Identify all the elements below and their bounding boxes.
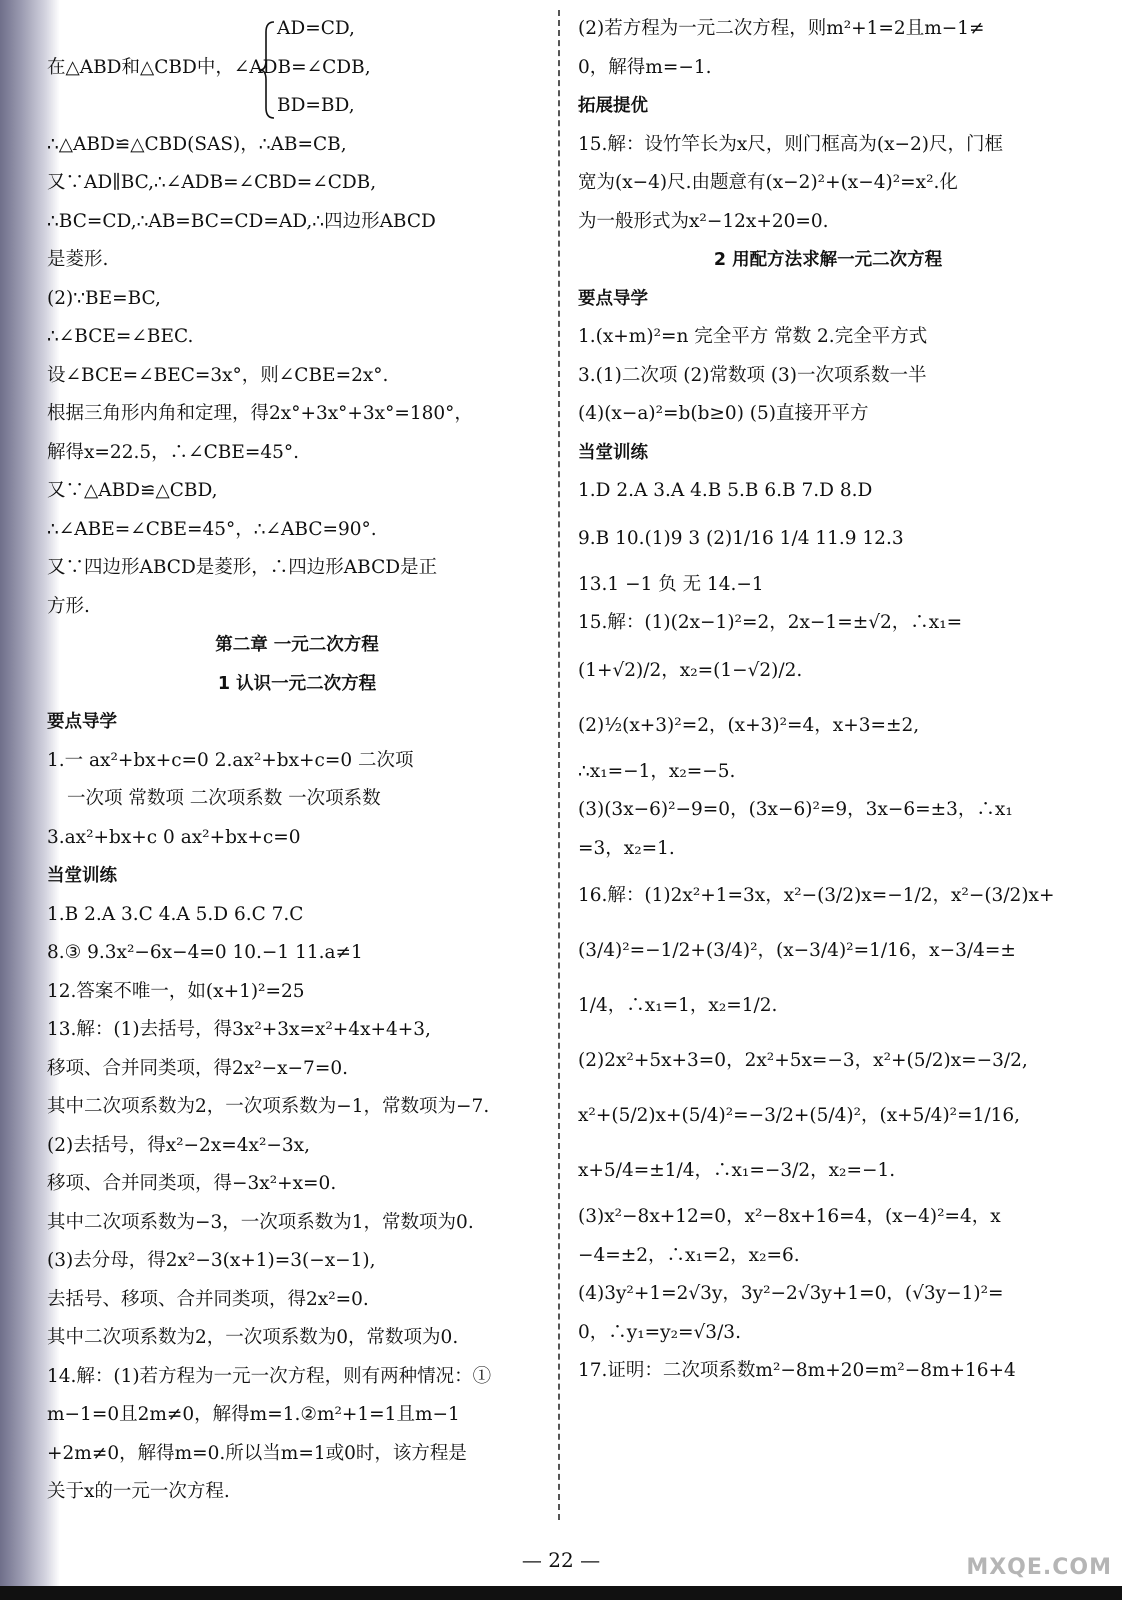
text-line: (3)(3x−6)²−9=0，(3x−6)²=9，3x−6=±3，∴x₁ (578, 799, 1013, 820)
section-heading: 当堂训练 (578, 442, 648, 463)
text-line: x+5/4=±1/4，∴x₁=−3/2，x₂=−1. (578, 1160, 896, 1181)
text-line: ∴x₁=−1，x₂=−5. (578, 760, 736, 782)
section-heading: 当堂训练 (47, 866, 117, 886)
text-line: m−1=0且2m≠0，解得m=1.②m²+1=1且m−1 (47, 1404, 460, 1425)
text-line: ∴BC=CD,∴AB=BC=CD=AD,∴四边形ABCD (47, 210, 436, 232)
text-line: 又∵AD∥BC,∴∠ADB=∠CBD=∠CDB, (47, 172, 377, 193)
text-line: 0，解得m=−1. (578, 56, 712, 78)
text-line: (2)去括号，得x²−2x=4x²−3x, (47, 1134, 310, 1156)
text-line: −4=±2，∴x₁=2，x₂=6. (578, 1244, 800, 1266)
text-line: ∴∠ABE=∠CBE=45°，∴∠ABC=90°. (47, 518, 377, 540)
text-line: 13.1 −1 负 无 14.−1 (578, 573, 764, 595)
text-line: 在△ABD和△CBD中，∠ADB=∠CDB, (47, 56, 371, 78)
text-line: 9.B 10.(1)9 3 (2)1/16 1/4 11.9 12.3 (578, 527, 904, 549)
text-line: 1.(x+m)²=n 完全平方 常数 2.完全平方式 (578, 326, 928, 347)
section-heading: 拓展提优 (578, 96, 648, 116)
text-line: (3/4)²=−1/2+(3/4)²，(x−3/4)²=1/16，x−3/4=± (578, 940, 1016, 961)
bottom-scan-band (0, 1586, 1122, 1600)
column-divider (558, 10, 560, 1520)
text-line: 方形. (47, 595, 90, 617)
text-line: 又∵四边形ABCD是菱形，∴四边形ABCD是正 (47, 557, 438, 578)
text-line: 17.证明：二次项系数m²−8m+20=m²−8m+16+4 (578, 1360, 1016, 1381)
text-line: 移项、合并同类项，得2x²−x−7=0. (47, 1057, 348, 1079)
section-heading: 要点导学 (578, 288, 648, 309)
text-line: (2)若方程为一元二次方程，则m²+1=2且m−1≠ (578, 18, 985, 39)
text-line: 3.ax²+bx+c 0 ax²+bx+c=0 (47, 826, 301, 848)
text-line: 其中二次项系数为−3，一次项系数为1，常数项为0. (47, 1211, 474, 1233)
text-line: ∴△ABD≌△CBD(SAS)，∴AB=CB, (47, 133, 347, 155)
text-line: 其中二次项系数为2，一次项系数为0，常数项为0. (47, 1327, 459, 1348)
text-line: 1.D 2.A 3.A 4.B 5.B 6.B 7.D 8.D (578, 480, 873, 501)
text-line: 根据三角形内角和定理，得2x°+3x°+3x°=180°， (47, 403, 473, 424)
text-line: 3.(1)二次项 (2)常数项 (3)一次项系数一半 (578, 364, 927, 386)
text-line: ∴∠BCE=∠BEC. (47, 326, 194, 347)
text-line: (4)3y²+1=2√3y，3y²−2√3y+1=0，(√3y−1)²= (578, 1283, 1004, 1304)
text-line: 设∠BCE=∠BEC=3x°，则∠CBE=2x°. (47, 364, 389, 386)
text-line: 1/4，∴x₁=1，x₂=1/2. (578, 995, 778, 1016)
text-line: (3)去分母，得2x²−3(x+1)=3(−x−1), (47, 1250, 376, 1271)
text-line: 14.解：(1)若方程为一元一次方程，则有两种情况：① (47, 1365, 492, 1387)
text-line: (2)½(x+3)²=2，(x+3)²=4，x+3=±2, (578, 714, 920, 736)
text-line: (3)x²−8x+12=0，x²−8x+16=4，(x−4)²=4，x (578, 1206, 1001, 1227)
text-line: 又∵△ABD≌△CBD, (47, 480, 218, 501)
text-line: 是菱形. (47, 249, 109, 270)
text-line: 0，∴y₁=y₂=√3/3. (578, 1321, 741, 1343)
section-title: 2 用配方法求解一元二次方程 (713, 250, 943, 270)
page-number: — 22 — (521, 1548, 601, 1572)
text-line: x²+(5/2)x+(5/4)²=−3/2+(5/4)²，(x+5/4)²=1/16, (578, 1105, 1021, 1126)
text-line: 12.答案不唯一，如(x+1)²=25 (47, 980, 305, 1002)
text-line: 其中二次项系数为2，一次项系数为−1，常数项为−7. (47, 1096, 490, 1117)
section-title: 1 认识一元二次方程 (217, 673, 377, 694)
text-line: (1+√2)/2，x₂=(1−√2)/2. (578, 659, 803, 681)
text-line: 解得x=22.5，∴∠CBE=45°. (47, 441, 300, 463)
text-line: 8.③ 9.3x²−6x−4=0 10.−1 11.a≠1 (47, 942, 363, 963)
text-line: 15.解：设竹竿长为x尺，则门框高为(x−2)尺，门框 (578, 133, 1003, 155)
left-column (47, 10, 547, 1512)
text-line: AD=CD, (277, 18, 355, 39)
watermark-text: MXQE.COM (966, 1555, 1112, 1580)
text-line: 15.解：(1)(2x−1)²=2，2x−1=±√2，∴x₁= (578, 612, 963, 633)
text-line: =3，x₂=1. (578, 837, 675, 859)
text-line: 去括号、移项、合并同类项，得2x²=0. (47, 1288, 369, 1310)
section-heading: 要点导学 (47, 712, 117, 732)
text-line: (2)∵BE=BC, (47, 287, 161, 309)
text-line: 一次项 常数项 二次项系数 一次项系数 (67, 788, 381, 809)
text-line: +2m≠0，解得m=0.所以当m=1或0时，该方程是 (47, 1442, 467, 1464)
text-line: 为一般形式为x²−12x+20=0. (578, 210, 829, 232)
watermark-logo (914, 1524, 1114, 1584)
chapter-title: 第二章 一元二次方程 (215, 635, 379, 655)
text-line: 16.解：(1)2x²+1=3x，x²−(3/2)x=−1/2，x²−(3/2)x+ (578, 885, 1055, 906)
text-line: (2)2x²+5x+3=0，2x²+5x=−3，x²+(5/2)x=−3/2, (578, 1050, 1028, 1071)
text-line: 13.解：(1)去括号，得3x²+3x=x²+4x+4+3, (47, 1019, 431, 1040)
text-line: 关于x的一元一次方程. (47, 1481, 230, 1502)
text-line: (4)(x−a)²=b(b≥0) (5)直接开平方 (578, 403, 869, 424)
text-line: 1.一 ax²+bx+c=0 2.ax²+bx+c=0 二次项 (47, 749, 414, 771)
right-column (578, 10, 1078, 1391)
text-line: 宽为(x−4)尺.由题意有(x−2)²+(x−4)²=x².化 (578, 172, 958, 193)
text-line: 1.B 2.A 3.C 4.A 5.D 6.C 7.C (47, 903, 304, 925)
text-line: 移项、合并同类项，得−3x²+x=0. (47, 1173, 337, 1194)
text-line: BD=BD, (277, 95, 355, 116)
